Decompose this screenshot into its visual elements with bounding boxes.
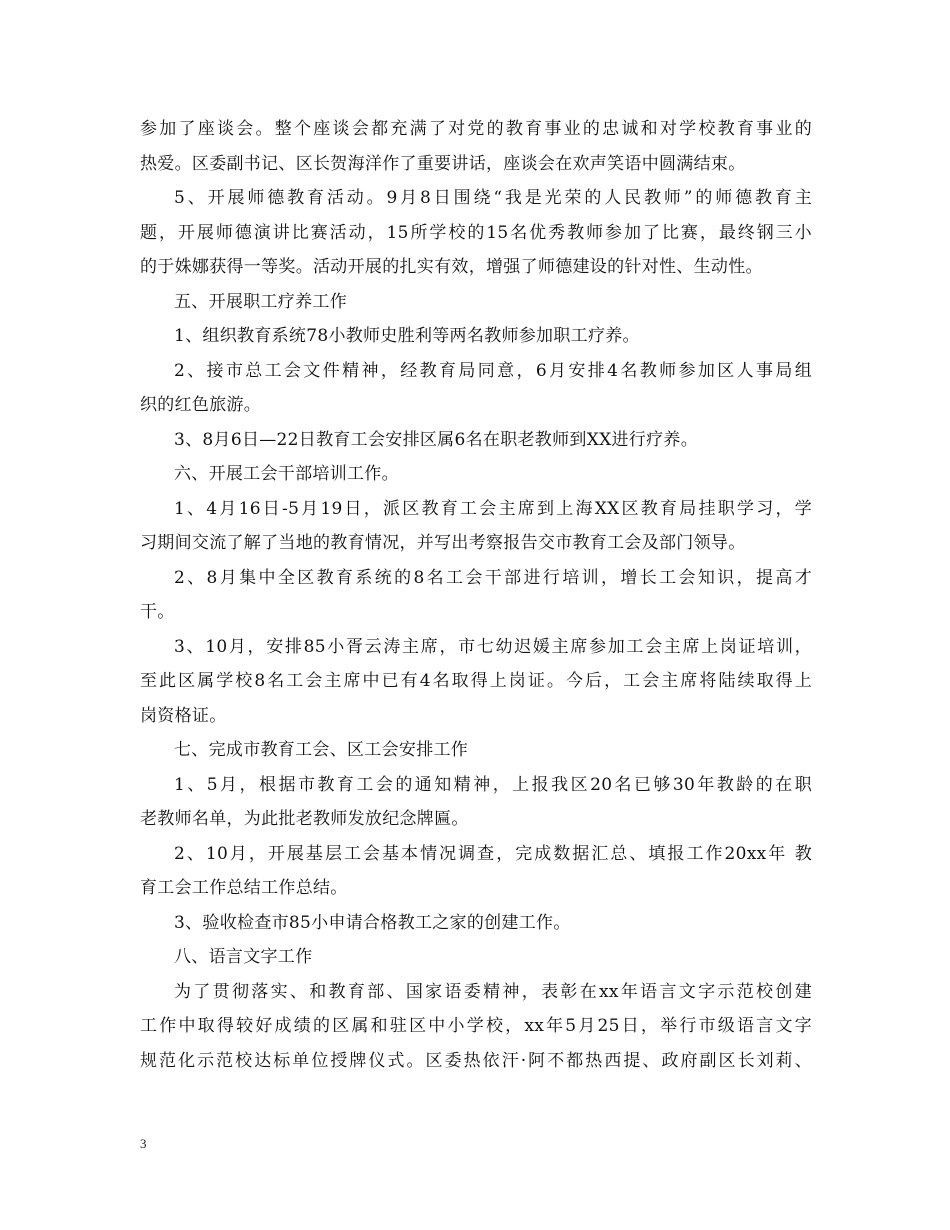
text-line: 规范化示范校达标单位授牌仪式。区委热依汗·阿不都热西提、政府副区长刘莉、: [140, 1050, 812, 1071]
text-line: 为了贯彻落实、和教育部、国家语委精神，表彰在xx年语言文字示范校创建: [174, 981, 812, 1002]
text-line: 工作中取得较好成绩的区属和驻区中小学校，xx年5月25日，举行市级语言文字: [140, 1016, 812, 1036]
document-body: [140, 112, 812, 1078]
text-line: 织的红色旅游。: [140, 395, 262, 415]
text-line: 老教师名单，为此批老教师发放纪念牌匾。: [140, 809, 469, 829]
text-line: 七、完成市教育工会、区工会安排工作: [174, 740, 469, 760]
text-line: 3、8月6日—22日教育工会安排区属6名在职老教师到XX进行疗养。: [174, 429, 698, 450]
text-line: 3、验收检查市85小申请合格教工之家的创建工作。: [174, 912, 571, 933]
text-line: 1、5月，根据市教育工会的通知精神，上报我区20名已够30年教龄的在职: [174, 774, 812, 795]
text-line: 六、开展工会干部培训工作。: [174, 464, 399, 484]
text-line: 至此区属学校8名工会主席中已有4名取得上岗证。今后，工会主席将陆续取得上: [140, 671, 812, 691]
text-line: 岗资格证。: [140, 705, 227, 726]
text-line: 3、10月，安排85小胥云涛主席，市七幼迟媛主席参加工会主席上岗证培训，: [174, 636, 812, 657]
text-line: 参加了座谈会。整个座谈会都充满了对党的教育事业的忠诚和对学校教育事业的: [140, 119, 812, 139]
text-line: 2、8月集中全区教育系统的8名工会干部进行培训，增长工会知识，提高才: [174, 567, 812, 588]
text-line: 热爱。区委副书记、区长贺海洋作了重要讲话，座谈会在欢声笑语中圆满结束。: [140, 153, 746, 174]
text-line: 育工会工作总结工作总结。: [140, 878, 348, 898]
text-line: 5、开展师德教育活动。9月8日围绕“我是光荣的人民教师”的师德教育主: [174, 188, 812, 208]
text-line: 2、接市总工会文件精神，经教育局同意，6月安排4名教师参加区人事局组: [174, 360, 812, 381]
text-line: 题，开展师德演讲比赛活动，15所学校的15名优秀教师参加了比赛，最终钢三小: [140, 222, 812, 243]
text-line: 习期间交流了解了当地的教育情况，并写出考察报告交市教育工会及部门领导。: [140, 533, 746, 553]
text-line: 的于姝娜获得一等奖。活动开展的扎实有效，增强了师德建设的针对性、生动性。: [140, 257, 763, 277]
text-line: 1、组织教育系统78小教师史胜利等两名教师参加职工疗养。: [174, 326, 640, 346]
text-line: 五、开展职工疗养工作: [174, 291, 347, 312]
page-number: 3: [140, 1136, 147, 1151]
text-line: 2、10月，开展基层工会基本情况调查，完成数据汇总、填报工作20xx年 教: [174, 843, 812, 864]
text-line: 干。: [140, 602, 175, 622]
text-line: 1、4月16日-5月19日，派区教育工会主席到上海XX区教育局挂职学习，学: [174, 498, 812, 519]
text-line: 八、语言文字工作: [174, 947, 313, 967]
